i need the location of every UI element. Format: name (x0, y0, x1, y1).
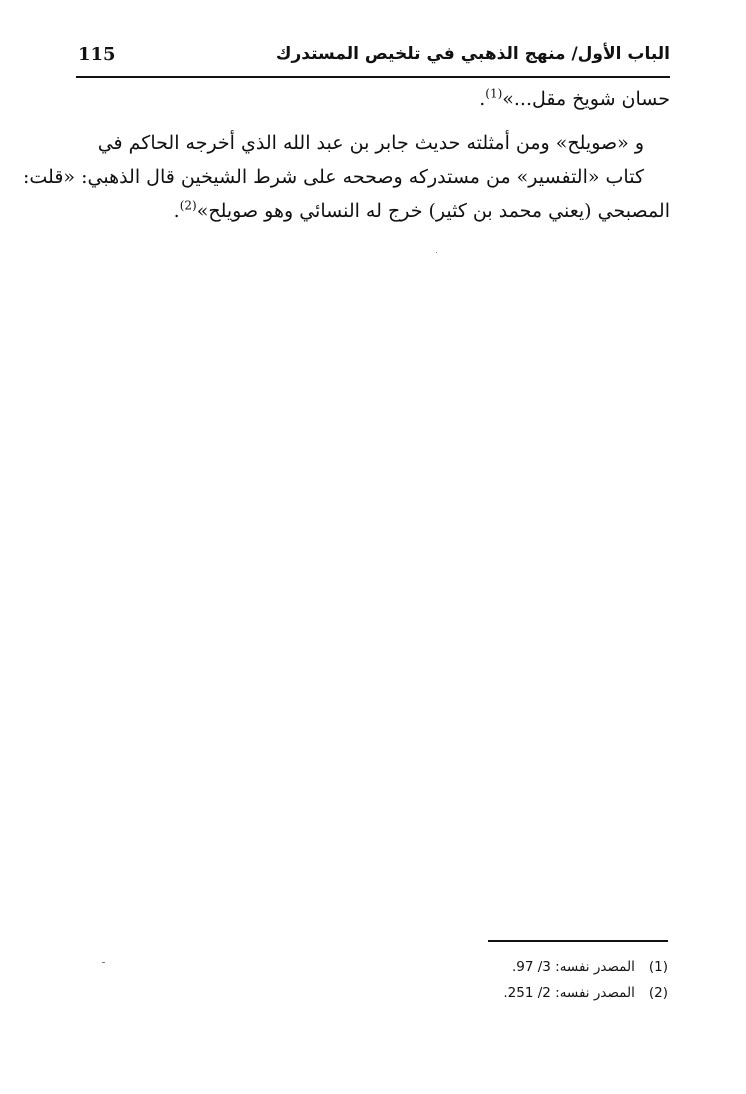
scan-speck (436, 252, 437, 253)
body-text (23, 82, 670, 228)
paragraph-1-text: حسان شويخ مقل...» (502, 88, 670, 110)
footnote-1 (400, 954, 668, 980)
footnote-separator (488, 940, 668, 942)
footnote-1-number: (1) (648, 959, 668, 975)
paragraph-2 (23, 126, 670, 228)
footnote-2 (400, 980, 668, 1006)
footnote-ref-1: (1) (485, 86, 503, 101)
page-number: 115 (78, 44, 116, 65)
paragraph-1-tail: . (479, 88, 486, 110)
running-title: الباب الأول/ منهج الذهبي في تلخيص المستدرك (275, 44, 670, 64)
page-header (76, 40, 670, 78)
paragraph-2-line-3 (174, 200, 670, 222)
footnote-ref-2: (2) (179, 198, 197, 213)
paragraph-2-line-2: كتاب «التفسير» من مستدركه وصححه على شرط الشيخين قال الذهبي: «قلت: (23, 166, 644, 188)
footnotes (400, 954, 668, 1006)
paragraph-2-tail: . (173, 200, 180, 222)
footnote-2-text: المصدر نفسه: 2/ 251. (503, 985, 635, 1001)
paragraph-2-line-1: و «صويلح» ومن أمثلته حديث جابر بن عبد الله الذي أخرجه الحاكم في (97, 132, 644, 154)
footnote-2-number: (2) (648, 985, 668, 1001)
paragraph-1 (76, 82, 670, 116)
paragraph-2-line-3-text: المصبحي (يعني محمد بن كثير) خرج له النسائي وهو صويلح» (196, 200, 670, 222)
scan-speck (102, 962, 105, 963)
footnote-1-text: المصدر نفسه: 3/ 97. (511, 959, 635, 975)
